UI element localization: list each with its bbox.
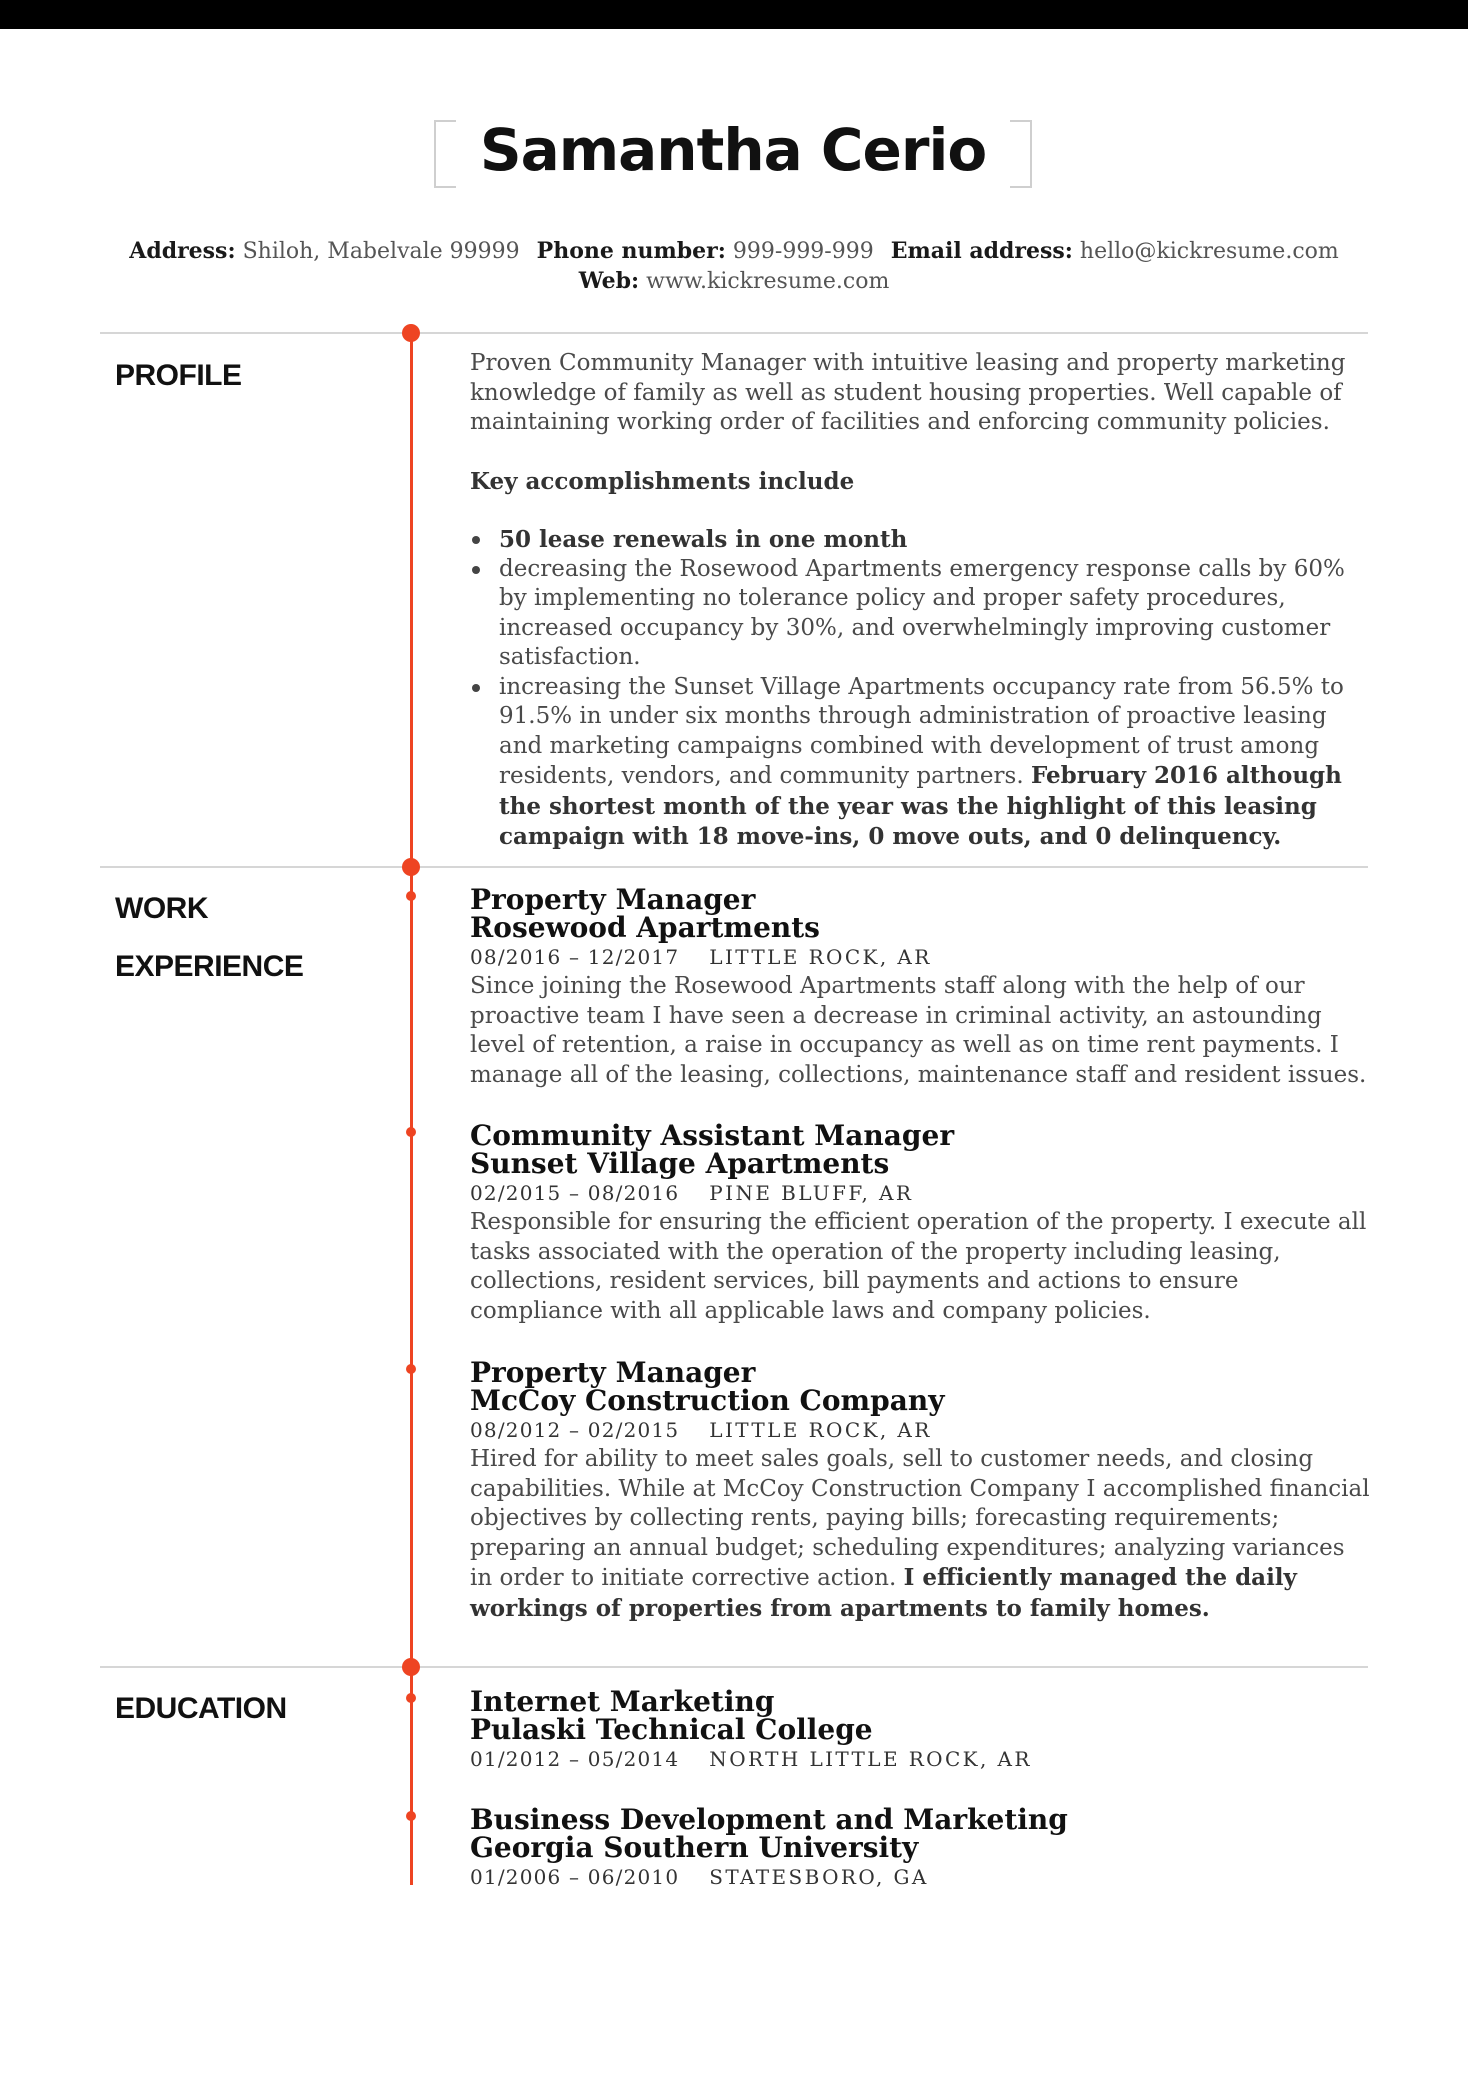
timeline-section-dot [402,324,420,342]
web-value[interactable]: www.kickresume.com [646,269,890,294]
education-section-title: EDUCATION [115,1692,287,1725]
job-description-highlight: I efficiently managed the daily workings of properties from apartments to family homes. [470,1564,1297,1622]
candidate-name: Samantha Cerio [479,116,987,184]
work-section-title [115,880,303,996]
job-dates: 02/2015 – 08/2016 [470,1181,680,1205]
address-value: Shiloh, Mabelvale 99999 [242,239,520,264]
job-title: Property Manager [470,1356,756,1389]
list-item [470,525,1370,555]
bullet-highlight: February 2016 although the shortest month of the year was the highlight of this leasing campaign with 18 move-ins, 0 move outs, and 0 delinquency. [499,762,1342,850]
job-dates: 08/2012 – 02/2015 [470,1418,680,1442]
education-entry [470,1685,1370,1774]
timeline-entry-dot [406,891,416,901]
job-entry [470,883,1370,1090]
email-label: Email address: [890,238,1073,264]
key-accomplishments-heading: Key accomplishments include [470,467,855,495]
job-location: LITTLE ROCK, AR [709,1418,932,1442]
education-meta [470,1744,1370,1774]
section-divider [100,1666,1368,1668]
company-name: McCoy Construction Company [470,1384,945,1417]
timeline-entry-dot [406,1127,416,1137]
school-name: Pulaski Technical College [470,1713,873,1746]
job-location: PINE BLUFF, AR [709,1181,914,1205]
degree-name: Business Development and Marketing [470,1803,1068,1836]
education-meta [470,1862,1370,1892]
timeline-entry-dot [406,1811,416,1821]
timeline-entry-dot [406,1364,416,1374]
company-name: Rosewood Apartments [470,911,820,944]
list-item [470,555,1370,673]
work-title-line2: EXPERIENCE [115,950,304,983]
bullet-text: 50 lease renewals in one month [499,526,908,553]
education-location: NORTH LITTLE ROCK, AR [709,1747,1032,1771]
job-entry [470,1119,1370,1326]
job-description [470,1445,1370,1624]
name-block [434,116,1032,184]
timeline-line [410,333,413,1885]
job-dates: 08/2016 – 12/2017 [470,945,680,969]
accomplishments-list [470,525,1370,853]
email-value[interactable]: hello@kickresume.com [1079,239,1339,264]
education-dates: 01/2006 – 06/2010 [470,1865,680,1889]
timeline-section-dot [402,858,420,876]
list-item [470,673,1370,853]
job-meta [470,1178,1370,1208]
work-title-line1: WORK [115,892,208,925]
timeline-section-dot [402,1658,420,1676]
profile-section-title: PROFILE [115,359,242,392]
profile-summary: Proven Community Manager with intuitive leasing and property marketing knowledge of family as well as student housing properties. Well capable of maintaining working order of facilities and enforcing community policies. [470,350,1346,435]
degree-name: Internet Marketing [470,1685,775,1718]
job-description-text: Hired for ability to meet sales goals, sell to customer needs, and closing capabilities. While at McCoy Construction Company I accomplished financial objectives by collecting rents, paying bills; forecasting requirements; preparing an annual budget; scheduling expenditures; analyzing variances in order to initiate corrective action. [470,1446,1370,1591]
education-entry [470,1803,1370,1892]
job-location: LITTLE ROCK, AR [709,945,932,969]
contact-line-1 [80,236,1388,267]
school-name: Georgia Southern University [470,1831,919,1864]
job-entry [470,1356,1370,1624]
job-description: Responsible for ensuring the efficient operation of the property. I execute all tasks associated with the operation of the property including leasing, collections, resident services, bill payments and actions to ensure compliance with all applicable laws and company policies. [470,1209,1367,1324]
profile-content [470,349,1370,853]
phone-value: 999-999-999 [732,239,874,264]
contact-line-2 [80,266,1388,297]
bullet-text: increasing the Sunset Village Apartments occupancy rate from 56.5% to 91.5% in under six months through administration of proactive leasing and marketing campaigns combined with development of trust among residents, vendors, and community partners. [499,673,1344,789]
job-meta [470,942,1370,972]
job-meta [470,1415,1370,1445]
section-divider [100,332,1368,334]
education-dates: 01/2012 – 05/2014 [470,1747,680,1771]
web-label: Web: [578,268,640,294]
section-divider [100,866,1368,868]
job-title: Community Assistant Manager [470,1119,955,1152]
education-location: STATESBORO, GA [709,1865,929,1889]
job-title: Property Manager [470,883,756,916]
address-label: Address: [129,238,236,264]
company-name: Sunset Village Apartments [470,1147,890,1180]
phone-label: Phone number: [536,238,726,264]
job-description: Since joining the Rosewood Apartments staff along with the help of our proactive team I have seen a decrease in criminal activity, an astounding level of retention, a raise in occupancy as well as on time rent payments. I manage all of the leasing, collections, maintenance staff and resident issues. [470,973,1367,1088]
timeline-entry-dot [406,1693,416,1703]
bullet-text: decreasing the Rosewood Apartments emergency response calls by 60% by implementing no tolerance policy and proper safety procedures, increased occupancy by 30%, and overwhelmingly improving customer satisfaction. [499,555,1345,670]
top-bar [0,0,1468,29]
